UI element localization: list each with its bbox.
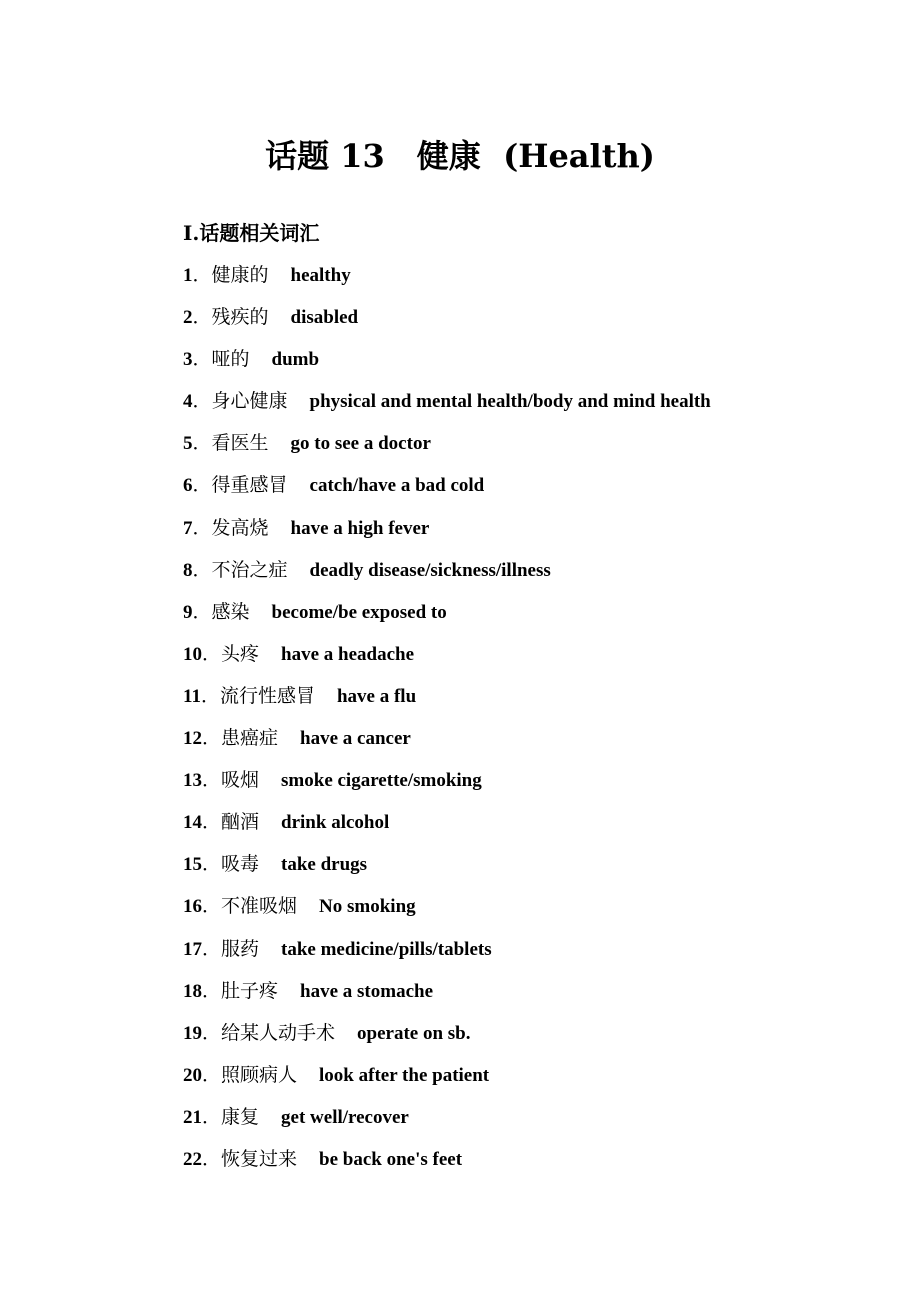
item-number: 4 [183, 391, 193, 413]
list-item: 20．照顾病人 look after the patient [183, 1063, 490, 1086]
item-chinese: 感染 [211, 600, 250, 623]
page-title: 话题 13 健康 (Health) [265, 137, 655, 175]
item-chinese: 发高烧 [211, 516, 269, 539]
section-heading: Ⅰ.话题相关词汇 [183, 221, 320, 245]
list-item: 14．酗酒 drink alcohol [183, 811, 390, 834]
item-chinese: 照顾病人 [221, 1063, 298, 1086]
item-chinese: 健康的 [211, 264, 269, 286]
list-item: 21．康复 get well/recover [183, 1105, 409, 1128]
item-english: smoke cigarette/smoking [281, 770, 482, 792]
item-english: healthy [290, 265, 351, 286]
list-item: 6．得重感冒 catch/have a bad cold [183, 474, 485, 497]
item-number: 9 [183, 601, 193, 623]
item-number: 14 [183, 812, 202, 834]
list-item: 19．给某人动手术 operate on sb. [183, 1021, 471, 1044]
item-english: get well/recover [281, 1106, 409, 1128]
item-chinese: 吸烟 [221, 769, 260, 792]
item-english: have a flu [336, 685, 417, 707]
item-chinese: 头疼 [221, 642, 260, 665]
list-item: 2．残疾的 disabled [183, 306, 359, 329]
list-item: 16．不准吸烟 No smoking [183, 895, 416, 918]
item-english: take medicine/pills/tablets [281, 938, 492, 960]
list-item: 1．健康的 healthy [183, 264, 351, 286]
item-english: have a cancer [300, 728, 411, 750]
list-item: 9．感染 become/be exposed to [183, 600, 447, 623]
list-item: 18．肚子疼 have a stomache [183, 979, 434, 1002]
list-item: 3．哑的 dumb [183, 348, 320, 371]
item-chinese: 给某人动手术 [221, 1021, 336, 1044]
item-english: catch/have a bad cold [309, 475, 485, 497]
item-english: No smoking [319, 896, 416, 918]
list-item: 15．吸毒 take drugs [183, 853, 368, 876]
item-number: 10 [183, 643, 202, 665]
item-english: have a stomache [300, 980, 434, 1002]
item-english: be back one's feet [319, 1148, 463, 1170]
item-number: 3 [183, 349, 193, 371]
list-item: 5．看医生 go to see a doctor [183, 432, 431, 455]
item-number: 11 [183, 685, 201, 707]
item-english: look after the patient [319, 1064, 490, 1086]
item-chinese: 不准吸烟 [221, 895, 298, 918]
list-item: 7．发高烧 have a high fever [183, 516, 430, 539]
list-item: 13．吸烟 smoke cigarette/smoking [183, 769, 482, 792]
item-chinese: 得重感冒 [211, 474, 288, 497]
item-english: operate on sb. [357, 1022, 471, 1044]
item-chinese: 恢复过来 [221, 1147, 298, 1170]
item-english: take drugs [281, 854, 368, 876]
item-number: 21 [183, 1106, 202, 1128]
item-chinese: 看医生 [211, 432, 269, 455]
item-chinese: 身心健康 [211, 390, 288, 413]
item-chinese: 患癌症 [221, 727, 279, 750]
item-number: 2 [183, 307, 193, 329]
item-number: 16 [183, 896, 202, 918]
item-number: 13 [183, 770, 202, 792]
item-chinese: 酗酒 [221, 811, 260, 834]
item-english: have a headache [281, 643, 415, 665]
item-number: 20 [183, 1064, 202, 1086]
list-item: 12．患癌症 have a cancer [183, 727, 411, 750]
item-number: 18 [183, 980, 202, 1002]
list-item: 8．不治之症 deadly disease/sickness/illness [183, 558, 551, 581]
list-item: 11．流行性感冒 have a flu [183, 684, 417, 707]
item-number: 19 [183, 1022, 202, 1044]
item-number: 1 [183, 265, 193, 286]
item-number: 7 [183, 517, 193, 539]
item-english: become/be exposed to [271, 601, 447, 623]
item-chinese: 肚子疼 [221, 979, 279, 1002]
vocab-list [183, 262, 883, 1188]
item-chinese: 吸毒 [221, 853, 260, 876]
item-chinese: 哑的 [211, 348, 250, 371]
item-english: deadly disease/sickness/illness [309, 559, 551, 581]
item-english: dumb [271, 349, 320, 371]
item-number: 15 [183, 854, 202, 876]
item-chinese: 流行性感冒 [219, 684, 315, 707]
item-english: disabled [290, 307, 359, 329]
item-chinese: 康复 [221, 1105, 260, 1128]
list-item: 4．身心健康 physical and mental health/body and mind health [183, 390, 711, 413]
list-item: 17．服药 take medicine/pills/tablets [183, 937, 492, 960]
list-item: 22．恢复过来 be back one's feet [183, 1147, 463, 1170]
item-english: physical and mental health/body and mind health [309, 391, 711, 413]
item-number: 22 [183, 1148, 202, 1170]
item-number: 12 [183, 728, 202, 750]
item-number: 5 [183, 433, 193, 455]
item-chinese: 残疾的 [211, 306, 269, 329]
item-chinese: 服药 [221, 937, 260, 960]
item-number: 8 [183, 559, 193, 581]
item-number: 6 [183, 475, 193, 497]
item-number: 17 [183, 938, 202, 960]
item-english: drink alcohol [281, 812, 390, 834]
item-chinese: 不治之症 [211, 558, 288, 581]
list-item: 10．头疼 have a headache [183, 642, 415, 665]
item-english: have a high fever [290, 517, 430, 539]
item-english: go to see a doctor [290, 433, 431, 455]
